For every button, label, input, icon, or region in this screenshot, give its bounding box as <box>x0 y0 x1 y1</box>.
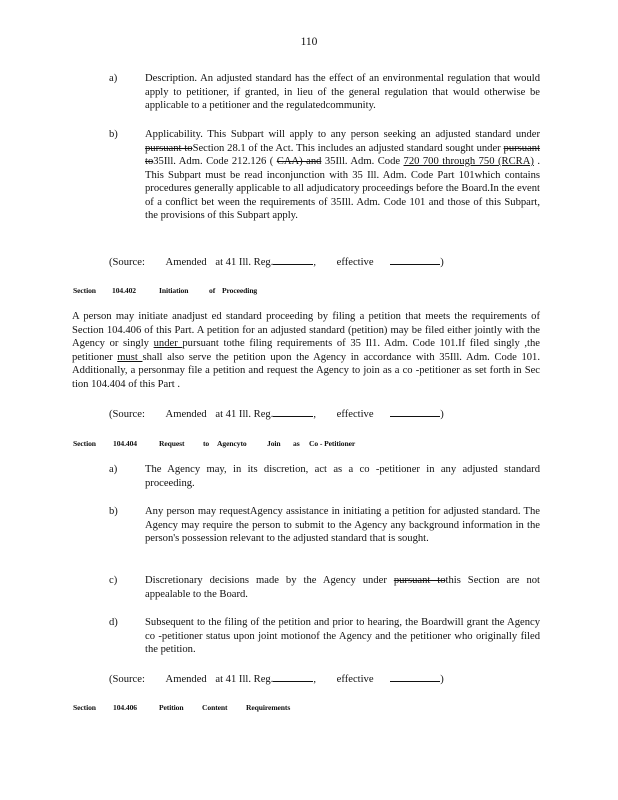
blank-line <box>390 406 440 417</box>
section-word: Section <box>73 286 96 295</box>
struck-text: CAA) and <box>276 156 322 167</box>
source-amended: Amended <box>165 409 207 420</box>
source-close: ) <box>440 257 444 268</box>
subsection-b-applicability <box>109 128 540 223</box>
subsection-label: a) <box>109 73 118 84</box>
section-word: Section <box>73 703 96 712</box>
blank-line <box>390 254 440 265</box>
text-run: 35Ill. Adm. Code <box>321 156 404 167</box>
source-note: (Source: Amended at 41 Ill. Reg. , effective ) <box>109 671 540 687</box>
section-title-word: Petition <box>159 703 184 712</box>
section-number: 104.404 <box>113 439 137 448</box>
struck-text: pursuant to <box>145 142 193 154</box>
section-word: Section <box>73 439 96 448</box>
text-run: Discretionary decisions made by the Agency under <box>145 575 394 586</box>
source-note: (Source: Amended at 41 Ill. Reg. , effective ) <box>109 254 540 270</box>
source-effective: effective <box>336 409 374 420</box>
subsection-text <box>145 128 540 223</box>
subsection-text: The Agency may, in its discretion, act as a co -petitioner in any adjusted standard proceeding. <box>145 464 540 489</box>
subsection-label: c) <box>109 575 118 586</box>
source-amended: Amended <box>165 674 207 685</box>
text-run: Applicability. This Subpart will apply to any person seeking an adjusted standard under <box>145 129 540 140</box>
section-title-word: Content <box>202 703 228 712</box>
subsection-text: Any person may requestAgency assistance in initiating a petition for adjusted standard. The Agency may require the person to submit to the Agency any background information in the person's possession relevant to the adjusted standard that is sought. <box>145 506 540 544</box>
source-reg: at 41 Ill. Reg. <box>215 674 274 685</box>
section-title-word: Proceeding <box>222 286 258 295</box>
struck-text: 720 700 through 750 (RCRA) <box>403 156 534 167</box>
text-run: this Section are not appealable to the Board. <box>145 575 540 600</box>
blank-line <box>273 406 313 417</box>
underlined-text: must <box>117 351 143 363</box>
subsection-b-agency-assistance <box>109 505 540 546</box>
source-close: ) <box>440 674 444 685</box>
subsection-label: b) <box>109 506 118 517</box>
section-number: 104.406 <box>113 703 137 712</box>
section-title-word: Requirements <box>246 703 291 712</box>
section-title-word: as <box>293 439 300 448</box>
underlined-text: under <box>153 338 183 349</box>
subsection-text <box>145 574 540 601</box>
section-title-word: Join <box>267 439 281 448</box>
section-title-word: to <box>203 439 210 448</box>
subsection-text: Description. An adjusted standard has the effect of an environmental regulation that would apply to petitioner, if granted, in lieu of the general regulation that would otherwise be applicable to a petitioner and the regulatedcommunity. <box>145 73 540 111</box>
page-number: 110 <box>300 36 318 48</box>
text-run: 35Ill. Adm. Code 212.126 ( <box>153 156 277 167</box>
section-number: 104.402 <box>112 286 136 295</box>
subsection-text: Subsequent to the filing of the petition and prior to hearing, the Boardwill grant the Agency co -petitioner status upon joint motionof the Agency and the petitioner who originally filed the petition. <box>145 617 540 655</box>
section-title-word: Initiation <box>159 286 189 295</box>
blank-line <box>273 254 313 265</box>
subsection-a-description <box>109 72 540 113</box>
text-run: shall also serve the petition upon the Agency in accordance with 35Ill. Adm. Code 101. Additionally, a personmay file a petition and request the Agency to join as a co -petitioner as set forth in Sec tion 104.404 of this Part . <box>72 351 540 390</box>
text-run: . This Subpart must be read inconjunction with 35 Ill. Adm. Code Part 101which contains procedures generally applicable to all adjudicatory proceedings before the Board.In the event of a conflict bet ween the requirements of 35Ill. Adm. Code 101 and those of this Subpart, the provisions of this Subpart apply. <box>145 156 540 221</box>
subsection-label: a) <box>109 464 118 475</box>
section-title-word: of <box>209 286 216 295</box>
source-reg: at 41 Ill. Reg. <box>215 257 274 268</box>
source-effective: effective <box>336 674 374 685</box>
text-run: pursuant tothe filing requirements of 35 Il1. Adm. Code 101.If filed singly ,the petitioner <box>72 338 540 363</box>
subsection-c-discretionary-decisions <box>109 574 540 601</box>
subsection-label: b) <box>109 129 118 140</box>
text-run: A person may initiate anadjust ed standard proceeding by filing a petition that meets the requirements of Section 104.406 of this Part. A petition for an adjusted standard (petition) may be filed either jointly with the Agency or singly <box>72 311 540 349</box>
subsection-a-agency-discretion <box>109 463 540 490</box>
source-effective: effective <box>336 257 374 268</box>
source-note: (Source: Amended at 41 Ill. Reg. , effective ) <box>109 406 540 422</box>
source-label: (Source: <box>109 257 145 268</box>
source-close: ) <box>440 409 444 420</box>
source-label: (Source: <box>109 674 145 685</box>
blank-line <box>390 671 440 682</box>
text-run: Section 28.1 of the Act. This includes an adjusted standard sought under <box>192 142 504 154</box>
source-reg: at 41 Ill. Reg. <box>215 409 274 420</box>
source-label: (Source: <box>109 409 145 420</box>
struck-text: pursuant to <box>393 575 446 586</box>
blank-line <box>273 671 313 682</box>
section-title-word: Agencyto <box>217 439 247 448</box>
struck-text: pursuant to <box>145 142 541 167</box>
section-104-402-body <box>72 310 540 391</box>
subsection-d-co-petitioner-status <box>109 616 540 657</box>
section-title-word: Request <box>159 439 185 448</box>
subsection-label: d) <box>109 617 118 628</box>
section-title-word: Co - Petitioner <box>309 439 356 448</box>
source-amended: Amended <box>165 257 207 268</box>
